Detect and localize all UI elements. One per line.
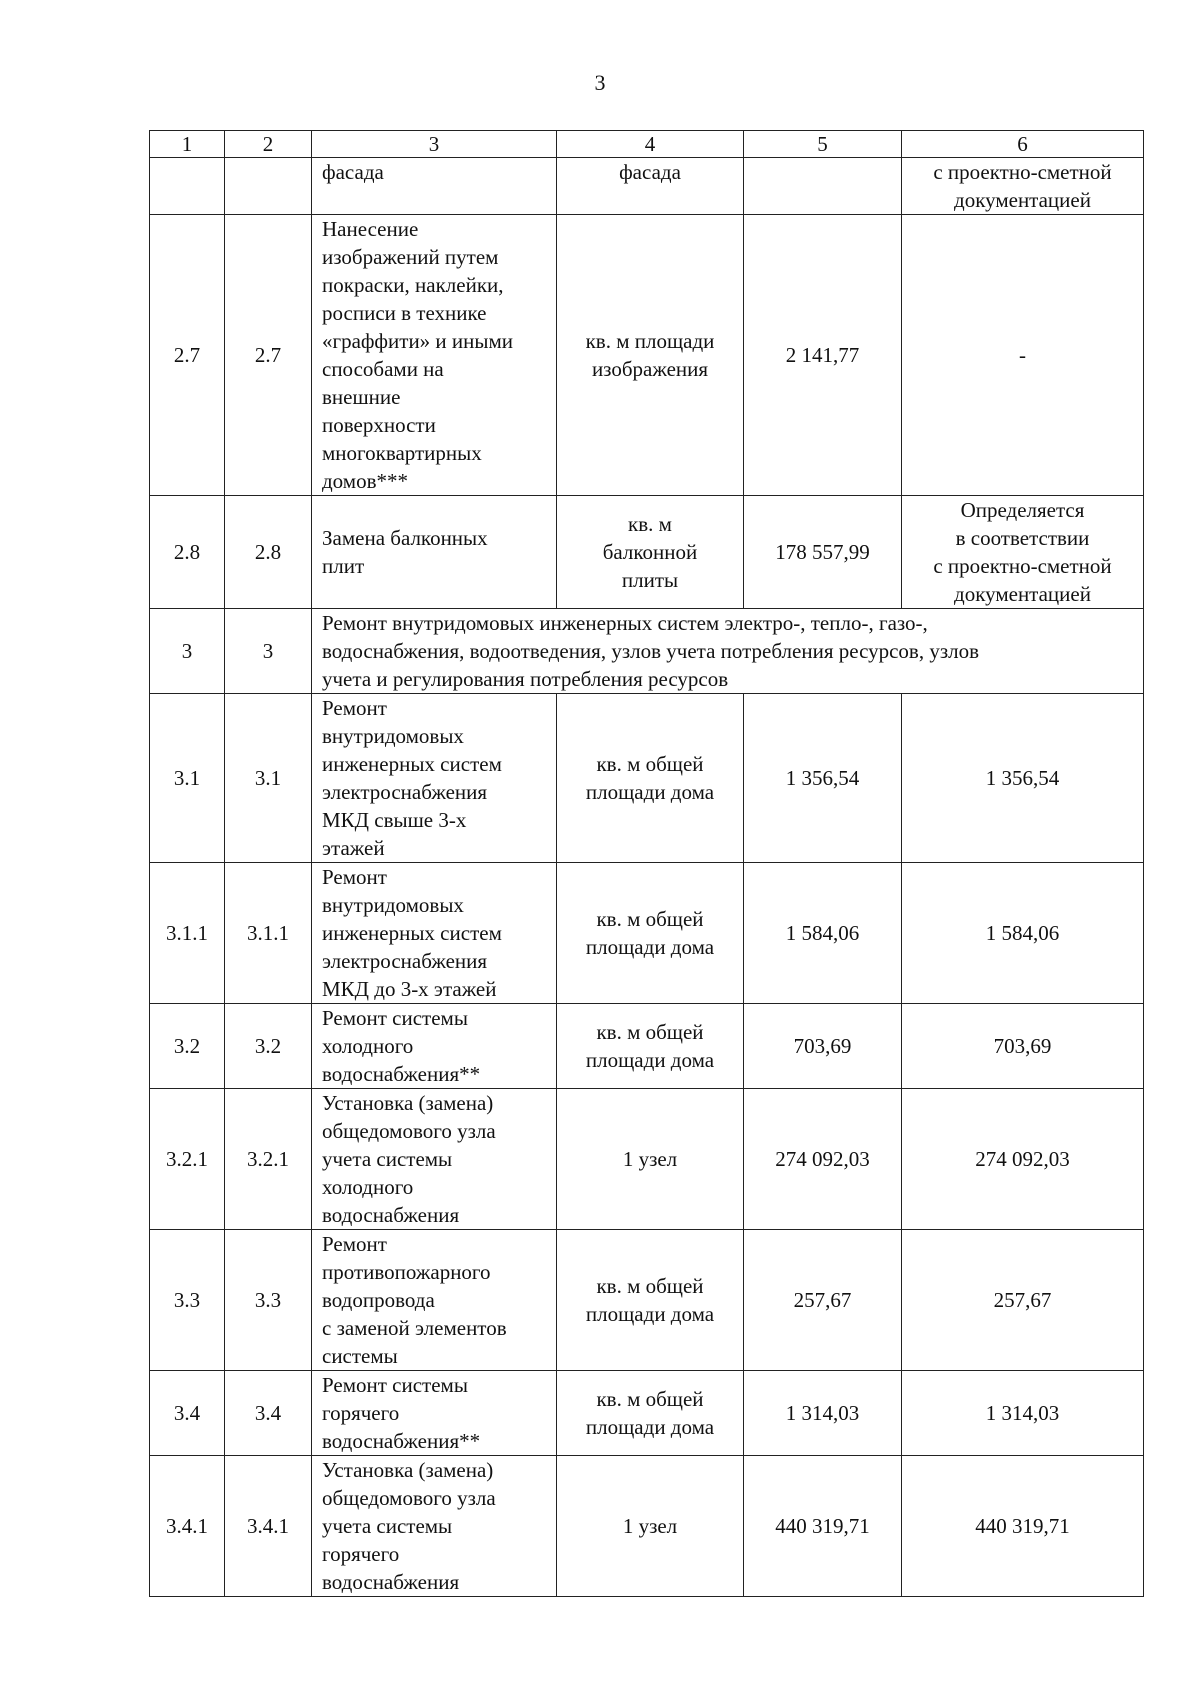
cell-unit: 1 узел xyxy=(557,1089,744,1230)
cell-number: 3.2 xyxy=(150,1004,225,1089)
table-row xyxy=(150,1089,1144,1230)
cell-value: 274 092,03 xyxy=(744,1089,902,1230)
cell-number: 3.4 xyxy=(225,1371,312,1456)
cell-value: - xyxy=(902,215,1144,496)
column-number-row xyxy=(150,131,1144,158)
cell-empty xyxy=(225,158,312,215)
cell-work-name: Ремонт противопожарного водопровода с заменой элементов системы xyxy=(312,1230,557,1371)
cell-work-name: фасада xyxy=(312,158,557,215)
cell-value: 1 314,03 xyxy=(744,1371,902,1456)
column-number: 4 xyxy=(557,131,744,158)
cell-value: 1 356,54 xyxy=(744,694,902,863)
cell-work-name: Ремонт внутридомовых инженерных систем электроснабжения МКД до 3-х этажей xyxy=(312,863,557,1004)
table-row xyxy=(150,1004,1144,1089)
column-number: 1 xyxy=(150,131,225,158)
cell-value: 2 141,77 xyxy=(744,215,902,496)
cell-unit: кв. м балконной плиты xyxy=(557,496,744,609)
section-row xyxy=(150,609,1144,694)
table-row xyxy=(150,863,1144,1004)
section-title: Ремонт внутридомовых инженерных систем электро-, тепло-, газо-, водоснабжения, водоотведения, узлов учета потребления ресурсов, узлов учета и регулирования потребления ресурсов xyxy=(312,609,1144,694)
cell-unit: 1 узел xyxy=(557,1456,744,1597)
column-number: 5 xyxy=(744,131,902,158)
cell-number: 3.1 xyxy=(150,694,225,863)
cell-unit: кв. м общей площади дома xyxy=(557,694,744,863)
column-number: 2 xyxy=(225,131,312,158)
cell-value: 178 557,99 xyxy=(744,496,902,609)
cell-work-name: Ремонт системы холодного водоснабжения** xyxy=(312,1004,557,1089)
cell-value: 274 092,03 xyxy=(902,1089,1144,1230)
cell-number: 3.1 xyxy=(225,694,312,863)
table-row xyxy=(150,694,1144,863)
cell-unit: кв. м общей площади дома xyxy=(557,863,744,1004)
page-number: 3 xyxy=(594,70,606,95)
cell-value: 1 584,06 xyxy=(902,863,1144,1004)
cell-work-name: Установка (замена) общедомового узла учета системы холодного водоснабжения xyxy=(312,1089,557,1230)
cell-number: 2.7 xyxy=(150,215,225,496)
cell-value: 257,67 xyxy=(744,1230,902,1371)
cell-unit: кв. м общей площади дома xyxy=(557,1004,744,1089)
table-row xyxy=(150,1371,1144,1456)
cell-work-name: Установка (замена) общедомового узла учета системы горячего водоснабжения xyxy=(312,1456,557,1597)
cell-number: 3.1.1 xyxy=(150,863,225,1004)
cell-value: 440 319,71 xyxy=(902,1456,1144,1597)
cell-value: 1 314,03 xyxy=(902,1371,1144,1456)
works-table xyxy=(149,130,1144,1597)
cell-value: 440 319,71 xyxy=(744,1456,902,1597)
cell-number: 3.2.1 xyxy=(225,1089,312,1230)
cell-unit: кв. м площади изображения xyxy=(557,215,744,496)
cell-number: 3.4.1 xyxy=(150,1456,225,1597)
cell-work-name: Ремонт внутридомовых инженерных систем электроснабжения МКД свыше 3-х этажей xyxy=(312,694,557,863)
cell-unit: кв. м общей площади дома xyxy=(557,1371,744,1456)
column-number: 6 xyxy=(902,131,1144,158)
table-row xyxy=(150,496,1144,609)
cell-value: 257,67 xyxy=(902,1230,1144,1371)
cell-number: 2.8 xyxy=(150,496,225,609)
column-number: 3 xyxy=(312,131,557,158)
cell-unit: кв. м общей площади дома xyxy=(557,1230,744,1371)
cell-number: 3.1.1 xyxy=(225,863,312,1004)
cell-number: 3 xyxy=(150,609,225,694)
cell-unit: фасада xyxy=(557,158,744,215)
table-row xyxy=(150,1230,1144,1371)
cell-work-name: Замена балконных плит xyxy=(312,496,557,609)
cell-number: 2.7 xyxy=(225,215,312,496)
cell-number: 3.3 xyxy=(225,1230,312,1371)
cell-number: 3 xyxy=(225,609,312,694)
cell-number: 3.4 xyxy=(150,1371,225,1456)
cell-number: 2.8 xyxy=(225,496,312,609)
cell-work-name: Нанесение изображений путем покраски, наклейки, росписи в технике «граффити» и иными способами на внешние поверхности многоквартирных домов*** xyxy=(312,215,557,496)
table-row xyxy=(150,1456,1144,1597)
cell-cost-note: с проектно-сметной документацией xyxy=(902,158,1144,215)
cell-empty xyxy=(744,158,902,215)
table-row xyxy=(150,215,1144,496)
cell-number: 3.3 xyxy=(150,1230,225,1371)
cell-number: 3.2.1 xyxy=(150,1089,225,1230)
continued-row xyxy=(150,158,1144,215)
cell-value: 703,69 xyxy=(744,1004,902,1089)
cell-value: Определяется в соответствии с проектно-сметной документацией xyxy=(902,496,1144,609)
cell-work-name: Ремонт системы горячего водоснабжения** xyxy=(312,1371,557,1456)
cell-empty xyxy=(150,158,225,215)
cell-value: 1 584,06 xyxy=(744,863,902,1004)
cell-value: 1 356,54 xyxy=(902,694,1144,863)
cell-number: 3.2 xyxy=(225,1004,312,1089)
cell-number: 3.4.1 xyxy=(225,1456,312,1597)
cell-value: 703,69 xyxy=(902,1004,1144,1089)
